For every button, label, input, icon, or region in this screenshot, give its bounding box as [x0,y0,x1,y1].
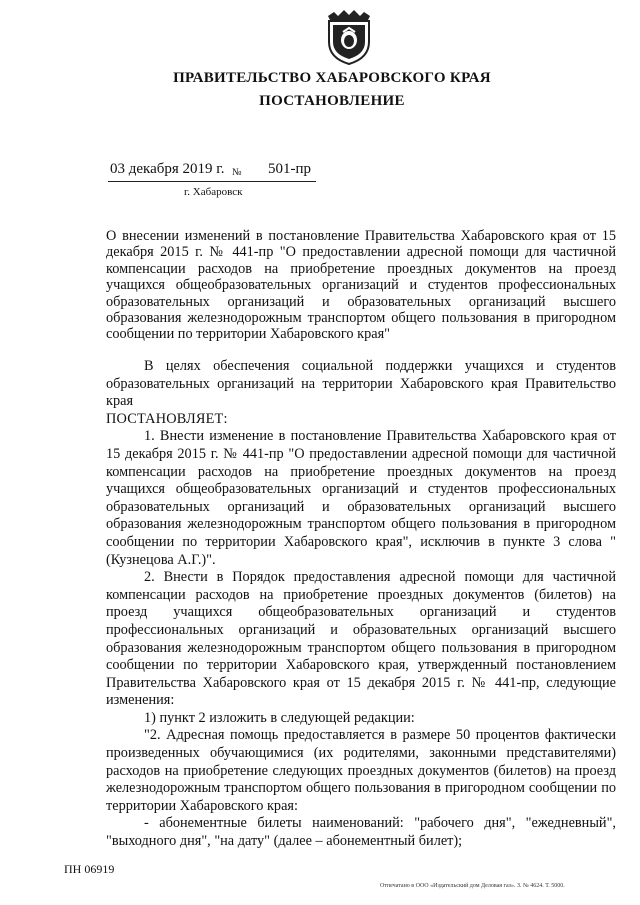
subclause-1-paragraph: 1) пункт 2 изложить в следующей редакции: [144,709,415,726]
number-sign: № [232,167,242,178]
document-city: г. Хабаровск [184,186,243,198]
document-body [106,358,616,851]
printer-note: Отпечатано в ООО «Издательский дом Деловая газ». З. № 4624. Т. 5000. [380,883,565,889]
date-underline [108,181,316,182]
decree-word: ПОСТАНОВЛЯЕТ: [106,410,228,427]
ticket-types-paragraph: - абонементные билеты наименований: "рабочего дня", "ежедневный", "выходного дня", "на дату" (далее – абонементный билет); [106,815,616,850]
coat-of-arms-emblem [324,6,374,66]
amended-point-2-paragraph: "2. Адресная помощь предоставляется в размере 50 процентов фактически произведенных обучающимися (их родителями, законными представителями) расходов на приобретение следующих проездных документов (билетов) на проезд железнодорожным транспортом общего пользования в пригородном сообщении по территории Хабаровского края: [106,727,616,814]
clause-2-paragraph: 2. Внести в Порядок предоставления адресной помощи для частичной компенсации расходов на приобретение проездных документов (билетов) на проезд учащихся общеобразовательных организаций и студентов профессиональных организаций и образовательных организаций высшего образования железнодорожным транспортом общего пользования в пригородном сообщении по территории Хабаровского края, утвержденный постановлением Правительства Хабаровского края от 15 декабря 2015 г. № 441-пр, следующие изменения: [106,569,616,709]
preamble-paragraph: В целях обеспечения социальной поддержки учащихся и студентов образовательных организаций на территории Хабаровского края Правительство края [106,358,616,410]
document-number: 501-пр [268,161,312,177]
document-subject: О внесении изменений в постановление Правительства Хабаровского края от 15 декабря 2015 г. № 441-пр "О предоставлении адресной помощи для частичной компенсации расходов на приобретение проездных документов на проезд учащихся общеобразовательных организаций и студентов профессиональных образовательных организаций и образовательных организаций высшего образования железнодорожным транспортом общего пользования в пригородном сообщении по территории Хабаровского края" [106,228,616,343]
document-code: ПН 06919 [64,862,115,876]
document-date: 03 декабря 2019 г. [110,161,225,177]
document-type: ПОСТАНОВЛЕНИЕ [259,93,405,109]
clause-1-paragraph: 1. Внести изменение в постановление Правительства Хабаровского края от 15 декабря 2015 г. № 441-пр "О предоставлении адресной помощи для частичной компенсации расходов на приобретение проездных документов на проезд учащихся общеобразовательных организаций и студентов профессиональных образовательных организаций и образовательных организаций высшего образования железнодорожным транспортом общего пользования в пригородном сообщении по территории Хабаровского края", исключив в пункте 3 слова "(Кузнецова А.Г.)". [106,428,616,568]
government-title: ПРАВИТЕЛЬСТВО ХАБАРОВСКОГО КРАЯ [173,70,491,86]
